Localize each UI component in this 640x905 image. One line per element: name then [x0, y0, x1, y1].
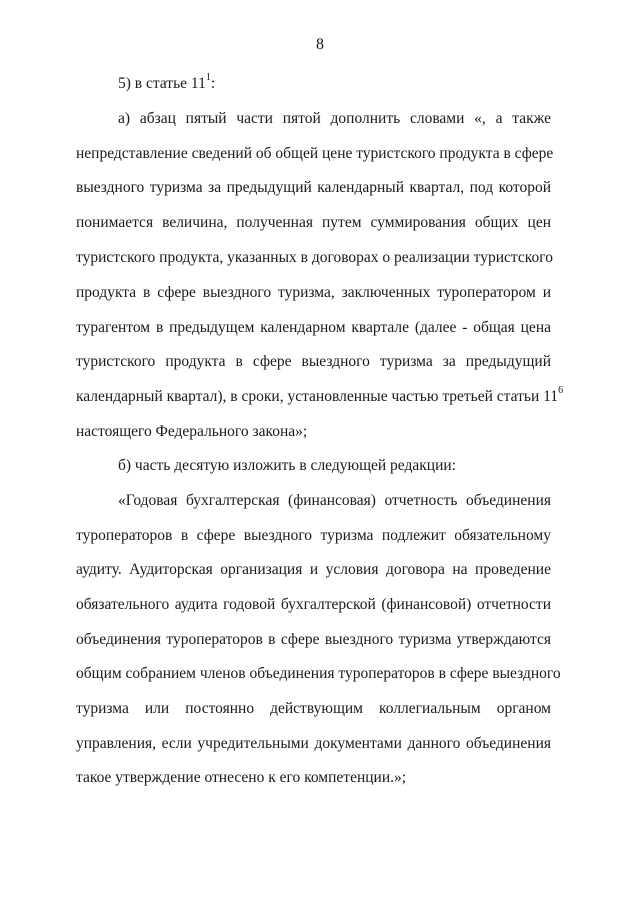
section-heading-colon: :	[210, 75, 216, 92]
para-a-last-line: настоящего Федерального закона»;	[76, 423, 308, 440]
para-b-intro: б) часть десятую изложить в следующей редакции:	[118, 457, 456, 474]
para-a-line: продукта в сфере выездного туризма, заключенных туроператором и	[76, 284, 551, 301]
section-heading	[118, 71, 216, 94]
section-heading-text: 5) в статье 11	[118, 75, 206, 92]
para-a-line: непредставление сведений об общей цене туристского продукта в сфере	[76, 145, 554, 162]
para-a-line: туристского продукта, указанных в договорах о реализации туристского	[76, 249, 553, 266]
para-b-line: управления, если учредительными документами данного объединения	[76, 735, 551, 752]
page-number: 8	[316, 36, 324, 53]
para-a-line: выездного туризма за предыдущий календарный квартал, под которой	[76, 179, 551, 196]
para-a-line: турагентом в предыдущем календарном квартале (далее - общая цена	[76, 319, 551, 336]
para-b-line: аудиту. Аудиторская организация и условия договора на проведение	[76, 561, 551, 578]
para-b-line: объединения туроператоров в сфере выездного туризма утверждаются	[76, 631, 551, 648]
para-a-line: понимается величина, полученная путем суммирования общих цен	[76, 214, 551, 231]
para-a-line: туристского продукта в сфере выездного туризма за предыдущий	[76, 353, 551, 370]
para-b-line: «Годовая бухгалтерская (финансовая) отчетность объединения	[118, 492, 551, 509]
section-heading-superscript: 1	[205, 71, 211, 83]
para-b-line: туроператоров в сфере выездного туризма подлежит обязательному	[76, 527, 551, 544]
para-b-line: обязательного аудита годовой бухгалтерской (финансовой) отчетности	[76, 596, 551, 613]
para-a-line-text: календарный квартал), в сроки, установленные частью третьей статьи 11	[76, 388, 559, 405]
para-a-line-with-superscript	[76, 384, 564, 407]
para-b-line: общим собранием членов объединения туроператоров в сфере выездного	[76, 665, 561, 682]
para-a-superscript: 6	[558, 384, 564, 396]
para-b-last-line: такое утверждение отнесено к его компетенции.»;	[76, 769, 407, 786]
para-b-line: туризма или постоянно действующим коллегиальным органом	[76, 700, 551, 717]
para-a-line: а) абзац пятый части пятой дополнить словами «, а также	[118, 110, 551, 127]
